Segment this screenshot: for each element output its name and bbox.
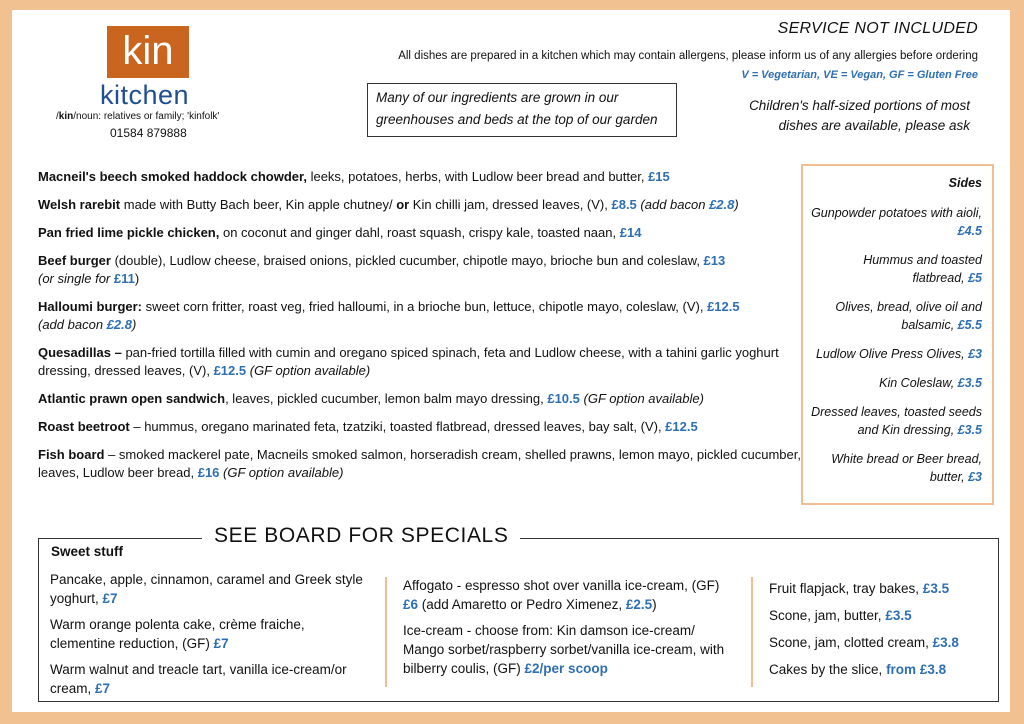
definition-word: kin bbox=[58, 111, 74, 122]
definition-text: /noun: relatives or family; 'kinfolk' bbox=[73, 111, 220, 122]
mains-list bbox=[38, 168, 808, 492]
dish-name: Roast beetroot bbox=[38, 419, 130, 434]
side-item: Kin Coleslaw, £3.5 bbox=[879, 376, 982, 390]
menu-item bbox=[38, 196, 808, 214]
dish-price: £10.5 bbox=[547, 391, 580, 406]
dish-extra-price: £11 bbox=[113, 271, 135, 286]
greenhouse-note: Many of our ingredients are grown in our greenhouses and beds at the top of our garden bbox=[367, 83, 677, 137]
sweet-item: Affogato - espresso shot over vanilla ice-cream, (GF) £6 (add Amaretto or Pedro Ximenez, £2.5) bbox=[403, 578, 720, 612]
dish-desc: sweet corn fritter, roast veg, fried halloumi, in a brioche bun, lettuce, chipotle mayo, coleslaw, (V), bbox=[142, 299, 708, 314]
dish-name: Macneil's beech smoked haddock chowder, bbox=[38, 169, 307, 184]
dish-name: Quesadillas – bbox=[38, 345, 122, 360]
dish-desc: – smoked mackerel pate, Macneils smoked salmon, horseradish cream, shelled prawns, lemon mayo, pickled cucumber, leaves, Ludlow beer bread, bbox=[38, 447, 801, 480]
dish-extra: (or single for bbox=[38, 271, 114, 286]
sweet-item: Fruit flapjack, tray bakes, £3.5 bbox=[769, 581, 950, 596]
logo-wordmark: kitchen bbox=[100, 80, 190, 110]
dish-extra-price: £2.8 bbox=[709, 197, 735, 212]
dish-desc: made with Butty Bach beer, Kin apple chutney/ bbox=[120, 197, 397, 212]
dish-extra-price: £2.8 bbox=[106, 317, 132, 332]
menu-item bbox=[38, 252, 808, 288]
dish-name: Halloumi burger: bbox=[38, 299, 143, 314]
side-item: White bread or Beer bread, butter, £3 bbox=[831, 452, 982, 484]
side-item: Dressed leaves, toasted seeds and Kin dressing, £3.5 bbox=[811, 405, 982, 437]
sweet-item: Ice-cream - choose from: Kin damson ice-cream/ Mango sorbet/raspberry sorbet/vanilla ice-cream, with bilberry coulis, (GF) £2/per scoop bbox=[403, 623, 725, 676]
dish-desc: on coconut and ginger dahl, roast squash, crispy kale, toasted naan, bbox=[219, 225, 620, 240]
dish-name: Welsh rarebit bbox=[38, 197, 121, 212]
sweet-column-2 bbox=[403, 576, 733, 685]
side-item: Hummus and toasted flatbread, £5 bbox=[863, 253, 982, 285]
menu-item bbox=[38, 168, 808, 186]
children-note: Children's half-sized portions of most dishes are available, please ask bbox=[749, 98, 970, 133]
sweet-column-1 bbox=[50, 570, 365, 705]
dish-price: £8.5 bbox=[611, 197, 637, 212]
dish-desc: , leaves, pickled cucumber, lemon balm mayo dressing, bbox=[225, 391, 548, 406]
dish-desc: Kin chilli jam, dressed leaves, (V), bbox=[409, 197, 612, 212]
dish-price: £14 bbox=[619, 225, 642, 240]
sweet-item: Warm walnut and treacle tart, vanilla ice-cream/or cream, £7 bbox=[50, 662, 347, 696]
sides-panel bbox=[801, 164, 994, 505]
sweet-section bbox=[38, 538, 999, 702]
menu-item bbox=[38, 418, 808, 436]
sweet-item: Warm orange polenta cake, crème fraiche, clementine reduction, (GF) £7 bbox=[50, 617, 305, 651]
sweet-item: Scone, jam, butter, £3.5 bbox=[769, 608, 912, 623]
menu-item bbox=[38, 224, 808, 242]
dish-desc: pan-fried tortilla filled with cumin and oregano spiced spinach, feta and Ludlow cheese, with a tahini garlic yoghurt dressing, dressed leaves, (V), bbox=[38, 345, 779, 378]
sides-title: Sides bbox=[948, 176, 982, 190]
dish-price: £12.5 bbox=[665, 419, 698, 434]
sweet-title: Sweet stuff bbox=[51, 544, 124, 559]
dish-extra: (add bacon bbox=[636, 197, 710, 212]
sweet-item: Scone, jam, clotted cream, £3.8 bbox=[769, 635, 959, 650]
logo-definition: /kin/noun: relatives or family; 'kinfolk' bbox=[56, 111, 220, 122]
dish-desc: – hummus, oregano marinated feta, tzatziki, toasted flatbread, dressed leaves, bay salt, (V), bbox=[129, 419, 666, 434]
dish-extra: (add bacon bbox=[38, 317, 107, 332]
dish-desc: (double), Ludlow cheese, braised onions, pickled cucumber, chipotle mayo, brioche bun and coleslaw, bbox=[110, 253, 704, 268]
side-item: Olives, bread, olive oil and balsamic, £5.5 bbox=[835, 300, 982, 332]
dish-desc: leeks, potatoes, herbs, with Ludlow beer bread and butter, bbox=[306, 169, 649, 184]
specials-banner: SEE BOARD FOR SPECIALS bbox=[202, 520, 520, 552]
menu-page bbox=[12, 10, 1010, 712]
kin-logo bbox=[107, 26, 189, 78]
column-divider bbox=[751, 577, 753, 687]
logo-mark: kin bbox=[122, 29, 174, 73]
dish-name: Fish board bbox=[38, 447, 105, 462]
menu-item bbox=[38, 344, 808, 380]
phone-number: 01584 879888 bbox=[110, 126, 187, 140]
service-notice: SERVICE NOT INCLUDED bbox=[777, 20, 978, 37]
dish-or: or bbox=[396, 197, 410, 212]
side-item: Gunpowder potatoes with aioli, £4.5 bbox=[811, 206, 982, 238]
dish-name: Pan fried lime pickle chicken, bbox=[38, 225, 220, 240]
column-divider bbox=[385, 577, 387, 687]
dish-price: £13 bbox=[703, 253, 726, 268]
dish-extra: ) bbox=[131, 317, 137, 332]
menu-item bbox=[38, 446, 808, 482]
sweet-item: Cakes by the slice, from £3.8 bbox=[769, 662, 947, 677]
sweet-column-3 bbox=[769, 579, 994, 687]
dish-price: £16 bbox=[197, 465, 220, 480]
dish-price: £15 bbox=[648, 169, 670, 184]
dish-price: £12.5 bbox=[213, 363, 247, 378]
dish-extra: (GF option available) bbox=[246, 363, 371, 378]
dish-price: £12.5 bbox=[707, 299, 740, 314]
side-item: Ludlow Olive Press Olives, £3 bbox=[815, 347, 982, 361]
dish-name: Atlantic prawn open sandwich bbox=[38, 391, 226, 406]
diet-key: V = Vegetarian, VE = Vegan, GF = Gluten Free bbox=[741, 69, 978, 81]
dish-extra: ) bbox=[734, 197, 739, 212]
dish-extra: (GF option available) bbox=[219, 465, 344, 480]
menu-item bbox=[38, 298, 808, 334]
menu-item bbox=[38, 390, 808, 408]
dish-name: Beef burger bbox=[38, 253, 111, 268]
dish-extra: ) bbox=[134, 271, 140, 286]
dish-extra: (GF option available) bbox=[579, 391, 704, 406]
allergen-notice: All dishes are prepared in a kitchen which may contain allergens, please inform us of any allergies before ordering bbox=[398, 50, 978, 62]
sweet-item: Pancake, apple, cinnamon, caramel and Greek style yoghurt, £7 bbox=[50, 572, 363, 606]
